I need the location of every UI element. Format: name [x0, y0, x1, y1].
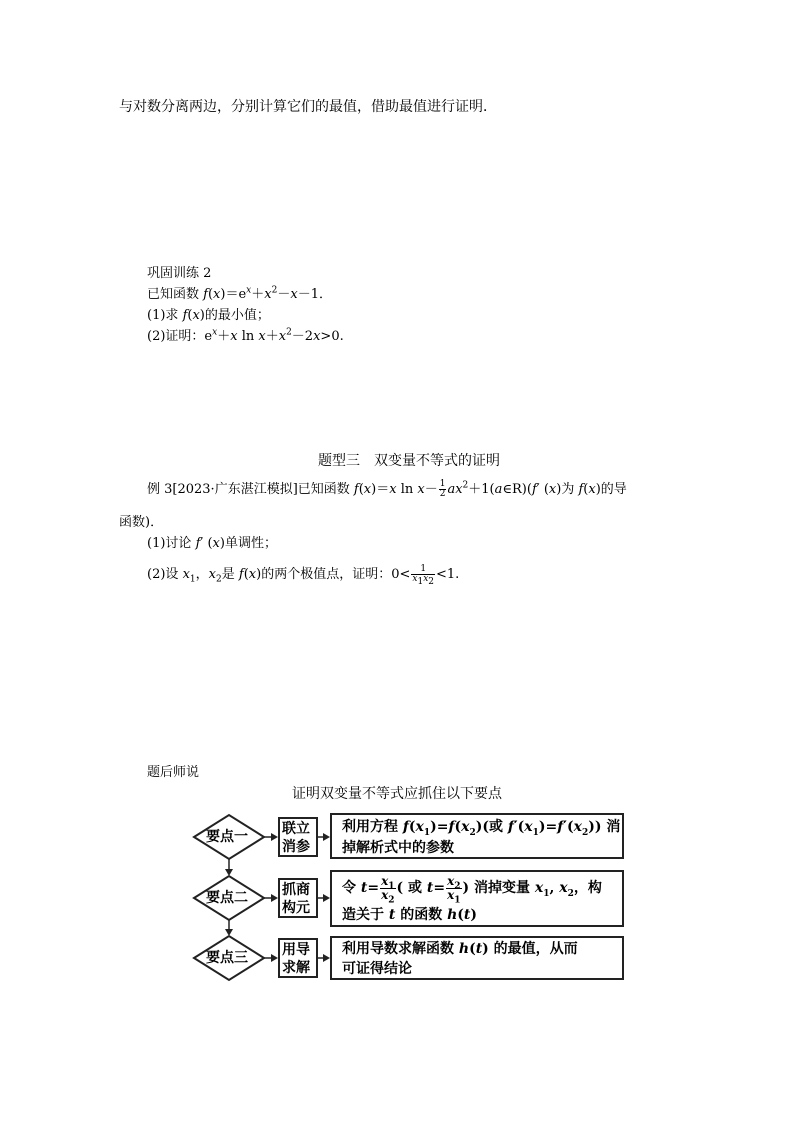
desc-box-2 — [330, 870, 624, 927]
method-box-1: 联立 消参 — [278, 817, 318, 857]
desc-box-3 — [330, 936, 624, 980]
method-box-3: 用导 求解 — [278, 938, 318, 978]
desc-2-line-2: 造关于 t 的函数 h(t) — [342, 907, 477, 923]
example-q2: (2)设 $x_1$，$x_2$是 f(x)的两个极值点，证明：0< $\frac{1}{x_1x_2}$ <1. — [147, 564, 460, 587]
example-3-cont: 函数)． — [119, 515, 164, 530]
desc-box-1 — [330, 813, 624, 859]
point-1-label: 要点一 — [206, 829, 248, 845]
example-q1: (1)讨论 f′ (x)单调性； — [147, 536, 277, 551]
point-2-label: 要点二 — [206, 890, 248, 906]
desc-3-line-1: 利用导数求解函数 h(t) 的最值，从而 — [342, 941, 578, 957]
point-3-label: 要点三 — [206, 950, 248, 966]
desc-3-line-2: 可证得结论 — [342, 961, 412, 977]
intro-line: 与对数分离两边，分别计算它们的最值，借助最值进行证明． — [119, 99, 497, 115]
desc-1-line-1: 利用方程 $f(x_1)=f(x_2)$(或 $f'(x_1)=f'(x_2)$) 消 — [342, 819, 621, 838]
teacher-subtitle: 证明双变量不等式应抓住以下要点 — [292, 786, 502, 802]
practice-q2: (2)证明：$e^x+x$ $\ln x+x^2-2x>0$. — [147, 327, 344, 344]
method-box-2: 抓商 构元 — [278, 878, 318, 918]
practice-title: 巩固训练 2 — [147, 266, 212, 281]
desc-1-line-2: 掉解析式中的参数 — [342, 840, 454, 856]
practice-given: 已知函数 $f(x)=e^x+x^2-x-1$． — [147, 285, 332, 302]
practice-q1: (1)求 f(x)的最小值； — [147, 308, 270, 323]
teacher-title: 题后师说 — [147, 765, 200, 780]
example-3: 例 3[2023·广东湛江模拟]已知函数 f(x)＝x ln x－ $\frac{1}{2}$ $ax^2+1(a\in R)(f'$ (x)为 f(x)的导 — [147, 479, 627, 499]
section-title: 题型三 双变量不等式的证明 — [318, 453, 500, 469]
desc-2-line-1: 令 t= $\frac{x_1}{x_2}$ ( 或 t= $\frac{x_2}{x_1}$ ) 消掉变量 $x_1$, $x_2$，构 — [342, 874, 602, 905]
